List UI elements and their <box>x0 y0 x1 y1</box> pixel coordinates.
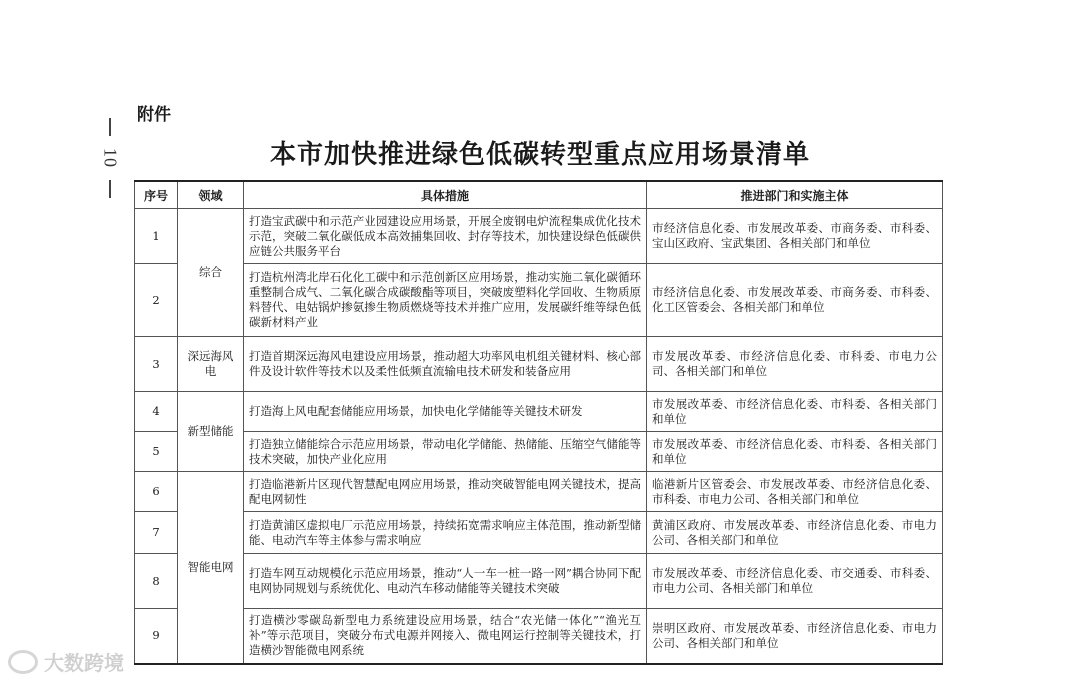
row-measure: 打造杭州湾北岸石化化工碳中和示范创新区应用场景，推动实施二氧化碳循环重整制合成气、二氧化碳合成碳酸酯等项目，突破废塑料化学回收、生物质原料替代、电姑锅炉掺氨掺生物质燃烧等技术并推广应用，发展碳纤维等绿色低碳新材料产业 <box>244 264 647 337</box>
row-seq: 7 <box>135 512 178 554</box>
header-seq: 序号 <box>135 181 178 209</box>
row-seq: 1 <box>135 209 178 264</box>
table-row <box>135 472 943 512</box>
row-owner: 黄浦区政府、市发展改革委、市经济信息化委、市电力公司、各相关部门和单位 <box>647 512 943 554</box>
row-measure: 打造海上风电配套储能应用场景，加快电化学储能等关键技术研发 <box>244 392 647 432</box>
row-seq: 4 <box>135 392 178 432</box>
row-owner: 市发展改革委、市经济信息化委、市科委、市电力公司、各相关部门和单位 <box>647 337 943 392</box>
row-owner: 崇明区政府、市发展改革委、市经济信息化委、市电力公司、各相关部门和单位 <box>647 609 943 664</box>
attachment-label: 附件 <box>137 105 171 125</box>
scenario-table <box>134 180 943 665</box>
row-owner: 市经济信息化委、市发展改革委、市商务委、市科委、化工区管委会、各相关部门和单位 <box>647 264 943 337</box>
row-domain: 综合 <box>178 209 244 337</box>
row-measure: 打造临港新片区现代智慧配电网应用场景，推动突破智能电网关键技术，提高配电网韧性 <box>244 472 647 512</box>
document-title: 本市加快推进绿色低碳转型重点应用场景清单 <box>269 140 810 170</box>
row-measure: 打造车网互动规模化示范应用场景，推动“人一车一桩一路一网”耦合协同下配电网协同规划与系统优化、电动汽车移动储能等关键技术突破 <box>244 554 647 609</box>
watermark <box>8 647 124 676</box>
row-owner: 市经济信息化委、市发展改革委、市商务委、市科委、宝山区政府、宝武集团、各相关部门和单位 <box>647 209 943 264</box>
row-measure: 打造横沙零碳岛新型电力系统建设应用场景，结合“农光储一体化”“渔光互补”等示范项目，突破分布式电源并网接入、微电网运行控制等关键技术，打造横沙智能微电网系统 <box>244 609 647 664</box>
row-measure: 打造独立储能综合示范应用场景，带动电化学储能、热储能、压缩空气储能等技术突破，加快产业化应用 <box>244 432 647 472</box>
table-row <box>135 512 943 554</box>
row-seq: 9 <box>135 609 178 664</box>
row-seq: 3 <box>135 337 178 392</box>
row-measure: 打造宝武碳中和示范产业园建设应用场景，开展全废钢电炉流程集成优化技术示范，突破二氧化碳低成本高效捕集回收、封存等技术，加快建设绿色低碳供应链公共服务平台 <box>244 209 647 264</box>
page-number: 10 <box>100 148 121 168</box>
header-owner: 推进部门和实施主体 <box>647 181 943 209</box>
table-row <box>135 554 943 609</box>
table-row <box>135 432 943 472</box>
watermark-logo-icon <box>8 650 38 674</box>
table-row <box>135 209 943 264</box>
page-number-dash-bottom <box>109 180 111 198</box>
header-measure: 具体措施 <box>244 181 647 209</box>
table-row <box>135 609 943 664</box>
row-owner: 市发展改革委、市经济信息化委、市科委、各相关部门和单位 <box>647 392 943 432</box>
page-number-marker <box>96 118 124 198</box>
table-row <box>135 392 943 432</box>
table-row <box>135 337 943 392</box>
row-domain: 智能电网 <box>178 472 244 664</box>
row-domain: 新型储能 <box>178 392 244 472</box>
row-seq: 8 <box>135 554 178 609</box>
row-owner: 市发展改革委、市经济信息化委、市科委、各相关部门和单位 <box>647 432 943 472</box>
watermark-text: 大数跨境 <box>44 651 124 675</box>
row-owner: 市发展改革委、市经济信息化委、市交通委、市科委、市电力公司、各相关部门和单位 <box>647 554 943 609</box>
row-seq: 5 <box>135 432 178 472</box>
row-seq: 6 <box>135 472 178 512</box>
row-seq: 2 <box>135 264 178 337</box>
row-measure: 打造首期深远海风电建设应用场景，推动超大功率风电机组关键材料、核心部件及设计软件等技术以及柔性低频直流输电技术研发和装备应用 <box>244 337 647 392</box>
row-domain: 深远海风电 <box>178 337 244 392</box>
page-number-dash-top <box>109 118 111 136</box>
row-measure: 打造黄浦区虚拟电厂示范应用场景，持续拓宽需求响应主体范围，推动新型储能、电动汽车等主体参与需求响应 <box>244 512 647 554</box>
table-header-row <box>135 181 943 209</box>
header-domain: 领域 <box>178 181 244 209</box>
row-owner: 临港新片区管委会、市发展改革委、市经济信息化委、市科委、市电力公司、各相关部门和单位 <box>647 472 943 512</box>
table-row <box>135 264 943 337</box>
